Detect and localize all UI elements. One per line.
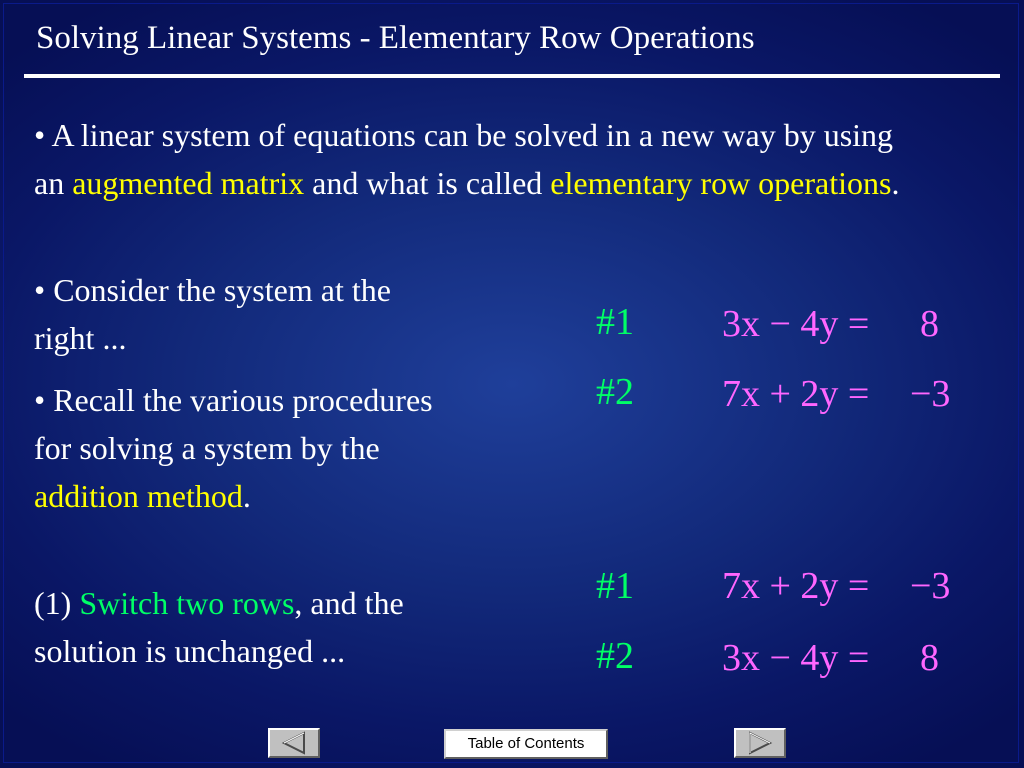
bullet1-text: • A linear system of equations can be solved in a new way by using an <box>34 117 894 201</box>
bullet1-middle: and what is called <box>304 165 551 201</box>
equation-switched-1 <box>722 566 950 606</box>
triangle-left-icon <box>270 730 318 756</box>
equation-label: #2 <box>596 635 634 677</box>
equation-lhs: 7x + 2y = <box>722 373 870 415</box>
equation-lhs: 3x − 4y = <box>722 637 870 679</box>
augmented-matrix-term: augmented matrix <box>72 165 305 201</box>
equation-original-1 <box>722 304 939 344</box>
bullet-augmented-matrix <box>34 111 914 207</box>
equation-rhs: −3 <box>910 565 951 607</box>
step1-prefix: (1) <box>34 585 80 621</box>
elementary-row-operations-term: elementary row operations <box>550 165 892 201</box>
equation-original-2 <box>722 374 950 414</box>
switch-two-rows-term: Switch two rows <box>79 585 295 621</box>
equation-label: #1 <box>596 565 634 607</box>
title-underline <box>24 74 1000 78</box>
bullet3-text: • Recall the various procedures for solving a system by the <box>34 382 433 466</box>
previous-slide-button[interactable] <box>268 728 320 758</box>
equation-label: #2 <box>596 371 634 413</box>
bullet3-suffix: . <box>242 478 251 514</box>
addition-method-term: addition method <box>34 478 243 514</box>
equation-rhs: 8 <box>920 303 939 345</box>
step-switch-rows <box>34 579 494 675</box>
equation-switched-2 <box>722 638 939 678</box>
equation-rhs: 8 <box>920 637 939 679</box>
equation-label: #1 <box>596 301 634 343</box>
slide-title: Solving Linear Systems - Elementary Row Operations <box>36 20 755 56</box>
equation-rhs: −3 <box>910 373 951 415</box>
equation-lhs: 3x − 4y = <box>722 303 870 345</box>
bullet-recall-procedures <box>34 376 454 520</box>
bullet-consider-system: • Consider the system at the right ... <box>34 272 391 356</box>
equation-lhs: 7x + 2y = <box>722 565 870 607</box>
step1-suffix: , and the solution is unchanged ... <box>34 585 404 669</box>
table-of-contents-button[interactable]: Table of Contents <box>444 729 608 759</box>
triangle-right-icon <box>736 730 784 756</box>
next-slide-button[interactable] <box>734 728 786 758</box>
bullet1-suffix: . <box>891 165 900 201</box>
